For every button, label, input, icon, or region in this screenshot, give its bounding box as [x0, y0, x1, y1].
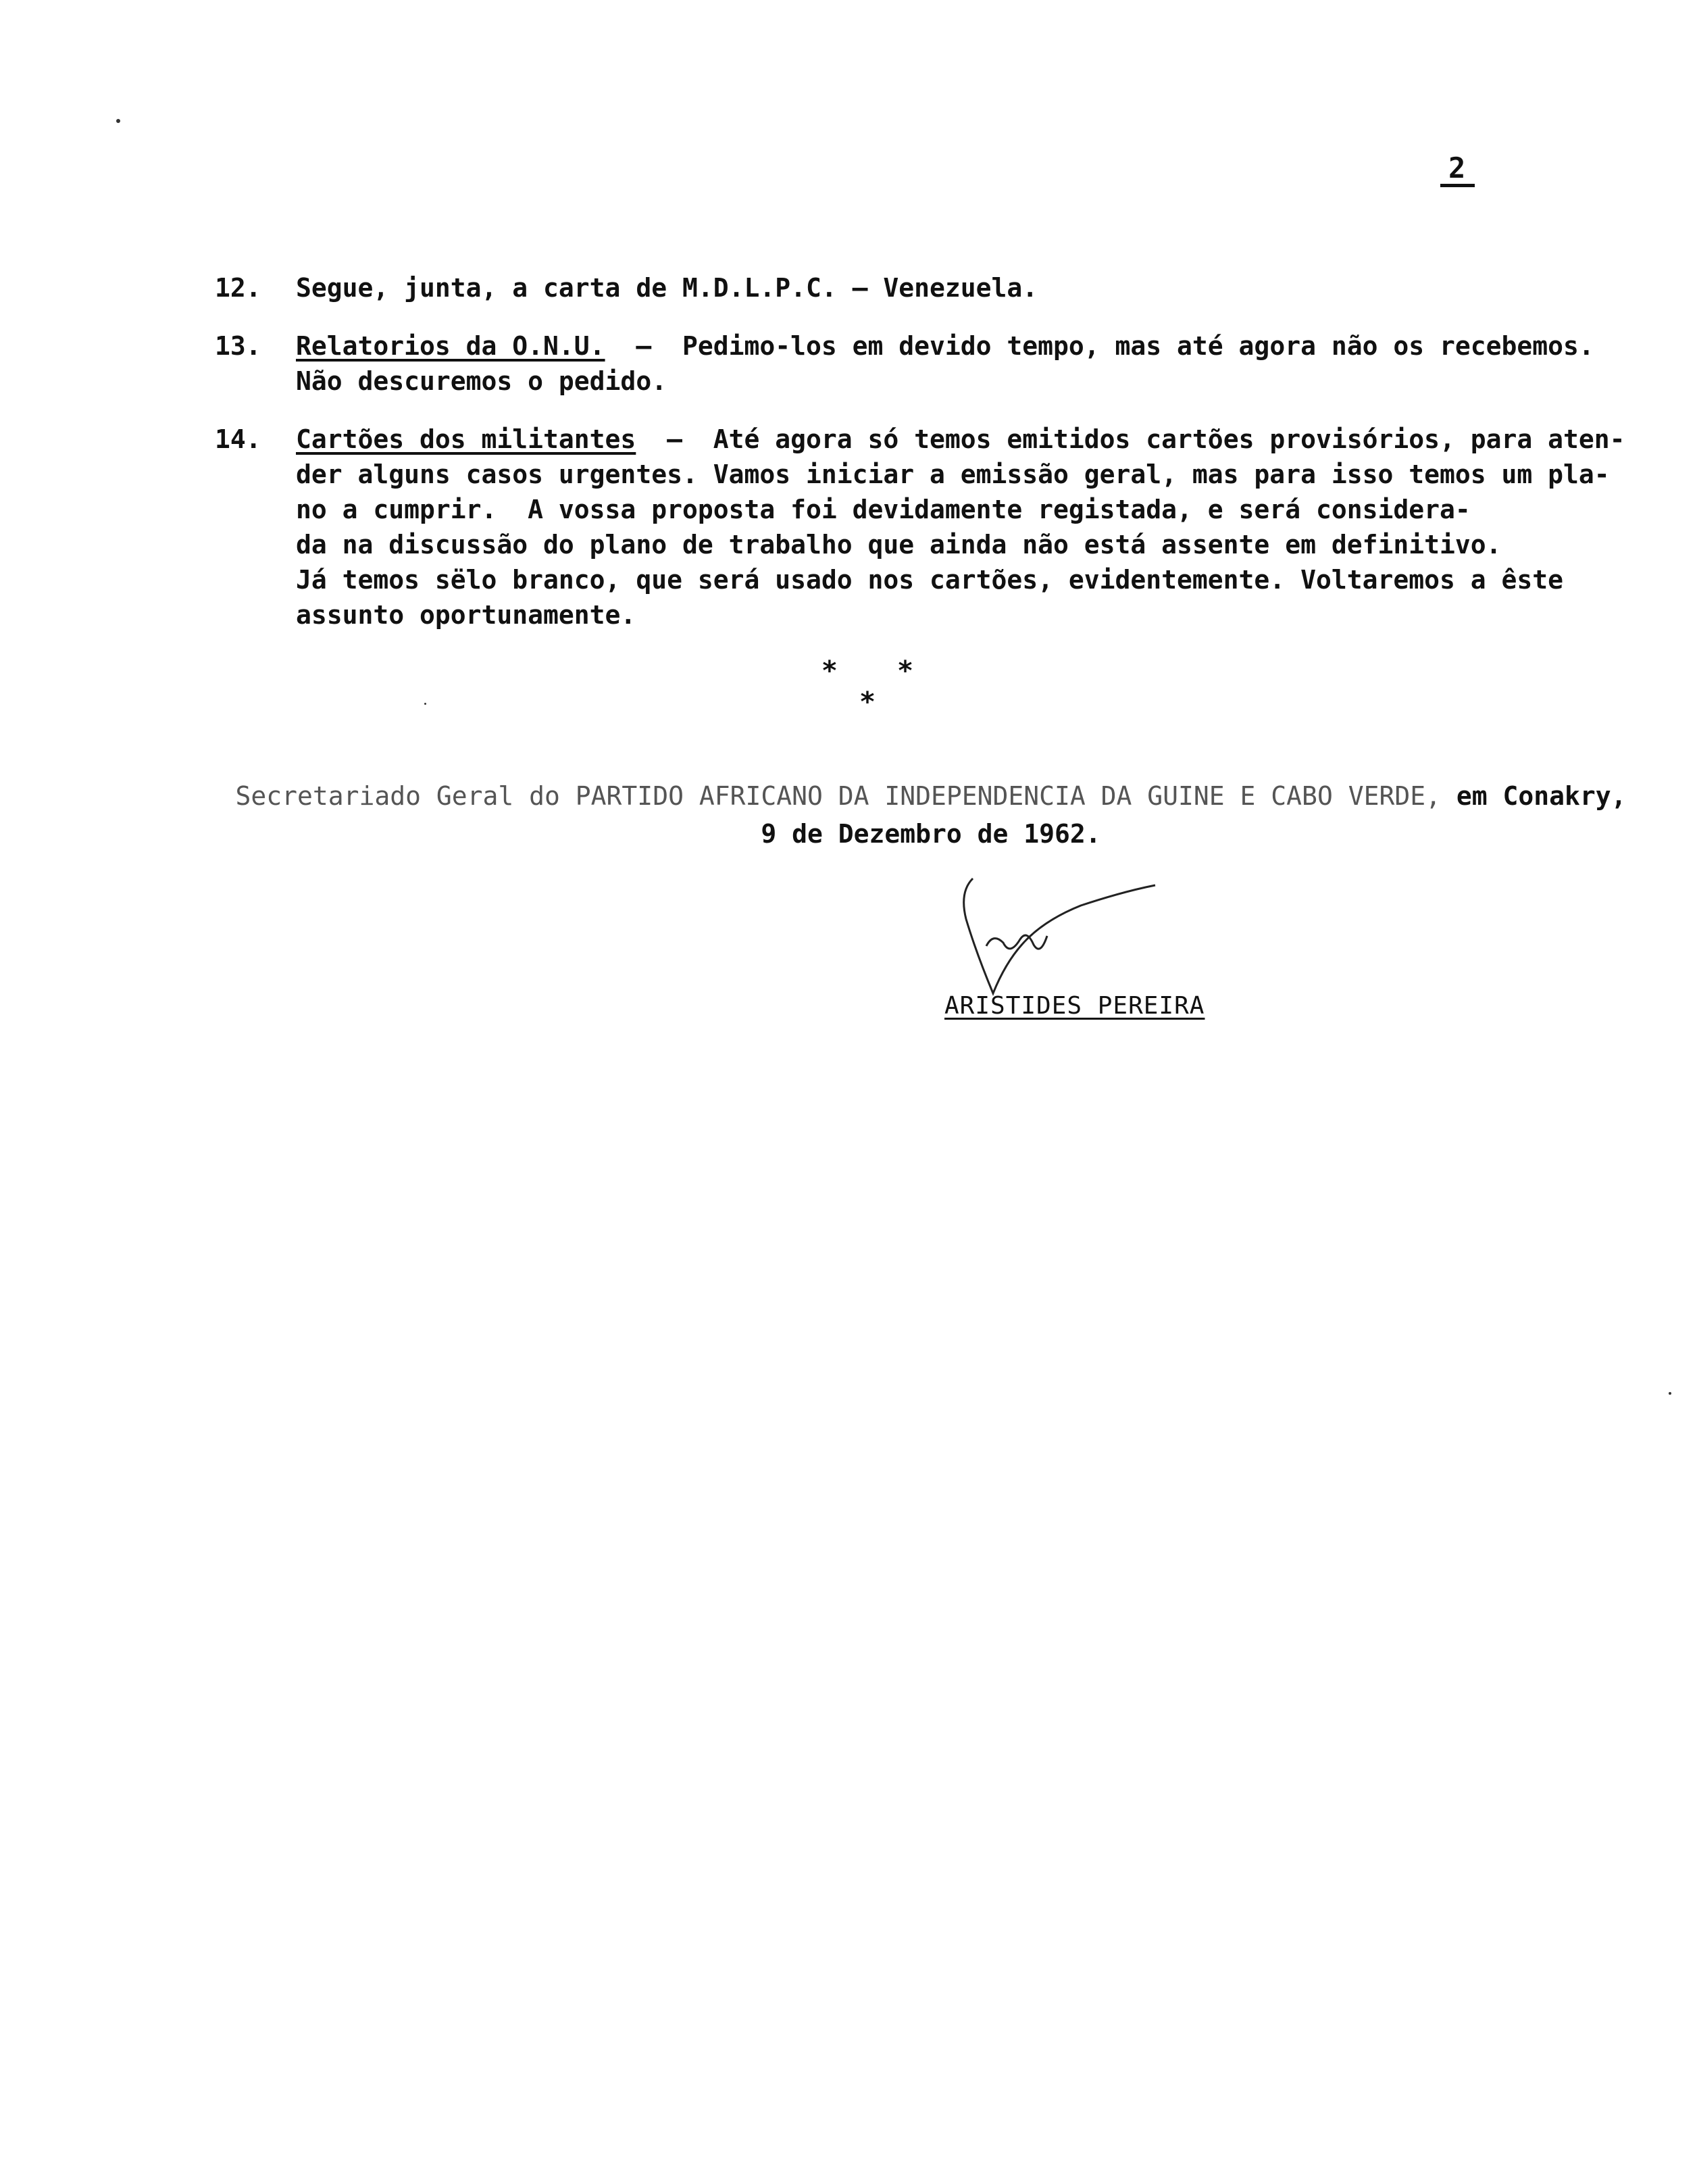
item-text: Segue, junta, a carta de M.D.L.P.C. – Venezuela. [296, 273, 1038, 303]
item-14 [215, 422, 1647, 632]
page-number: 2 [1440, 154, 1475, 187]
item-body [296, 422, 1647, 632]
scan-speck [424, 703, 426, 705]
section-separator: * * * [821, 655, 936, 718]
closing-line-1 [215, 777, 1647, 815]
item-number: 12. [215, 273, 261, 303]
numbered-items [215, 270, 1647, 655]
closing-organization: Secretariado Geral do PARTIDO AFRICANO DA INDEPENDENCIA DA GUINE E CABO VERDE, [235, 781, 1441, 811]
closing-place: em Conakry, [1440, 781, 1627, 811]
item-text: – Pedimo-los em devido tempo, mas até agora não os recebemos. Não descuremos o pedido. [296, 331, 1594, 396]
scan-speck [1669, 1392, 1671, 1395]
signatory-name: ARISTIDES PEREIRA [944, 992, 1205, 1020]
item-heading: Relatorios da O.N.U. [296, 331, 605, 361]
closing-block [215, 777, 1647, 853]
item-12 [215, 270, 1647, 305]
scan-speck [116, 119, 120, 123]
item-13 [215, 328, 1647, 399]
item-body [296, 270, 1647, 305]
item-number: 13. [215, 331, 261, 361]
item-text: – Até agora só temos emitidos cartões provisórios, para aten- der alguns casos urgentes. Vamos iniciar a emissão geral, mas para isso temos um pla- no a cumprir. A vossa proposta foi devidamente registada, e será considera- da na discussão do plano de trabalho que ainda não está assente em definitivo. Já temos sëlo branco, que será usado nos cartões, evidentemente. Voltaremos a êste assunto oportunamente. [296, 424, 1625, 630]
item-heading: Cartões dos militantes [296, 424, 636, 454]
item-body [296, 328, 1647, 399]
item-number: 14. [215, 424, 261, 454]
closing-date: 9 de Dezembro de 1962. [761, 819, 1101, 849]
handwritten-signature [946, 865, 1230, 1007]
